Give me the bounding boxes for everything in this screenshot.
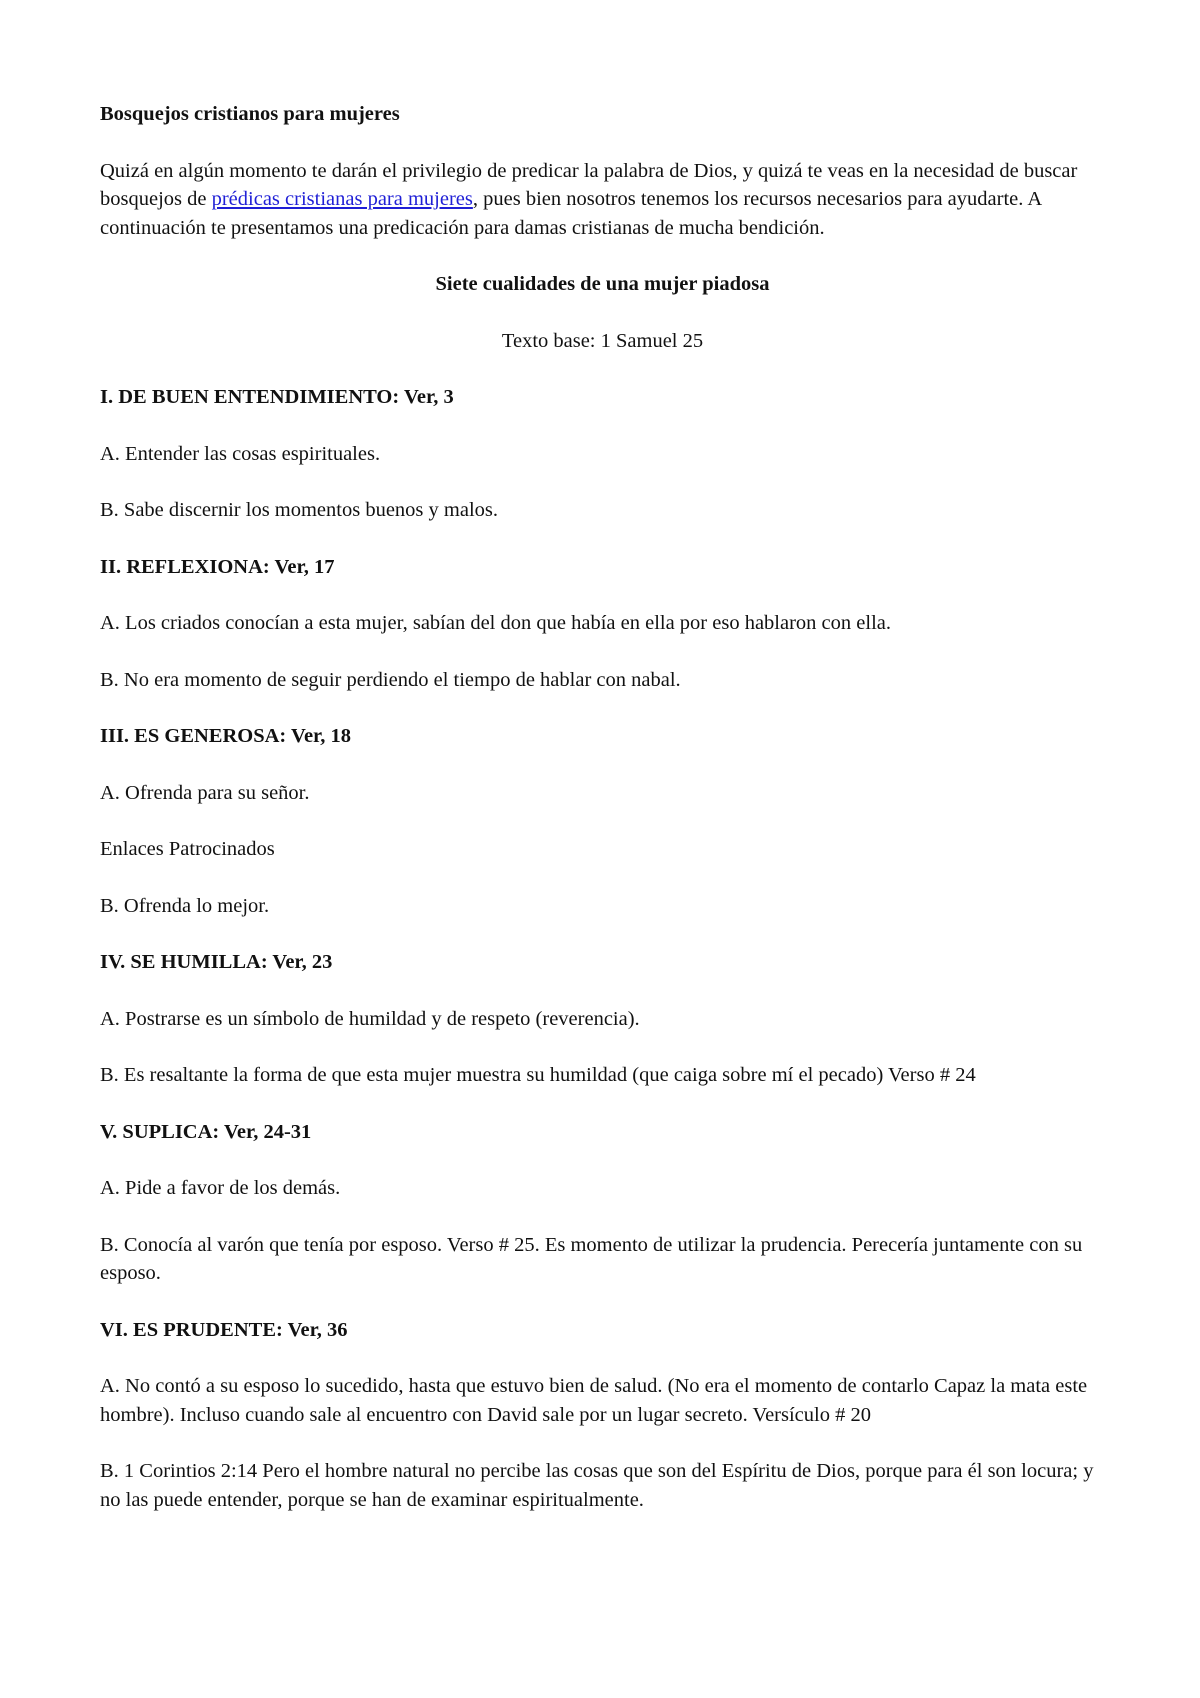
section-heading: IV. SE HUMILLA: Ver, 23 <box>100 951 333 973</box>
section-point: A. Postrarse es un símbolo de humildad y de respeto (reverencia). <box>100 1007 640 1030</box>
section-point: B. Sabe discernir los momentos buenos y malos. <box>100 499 498 521</box>
document-body <box>100 100 1105 1542</box>
section-point: A. No contó a su esposo lo sucedido, hasta que estuvo bien de salud. (No era el momento de contarlo Capaz la mata este hombre). Incluso cuando sale al encuentro con David sale por un lugar secreto. Versículo # 20 <box>100 1375 1088 1426</box>
section-point: B. 1 Corintios 2:14 Pero el hombre natural no percibe las cosas que son del Espíritu de Dios, porque para él son locura; y no las puede entender, porque se han de examinar espiritualmente. <box>100 1460 1094 1511</box>
predicas-link[interactable]: prédicas cristianas para mujeres <box>211 188 473 210</box>
section-point: A. Pide a favor de los demás. <box>100 1177 341 1199</box>
section-heading: I. DE BUEN ENTENDIMIENTO: Ver, 3 <box>100 386 454 408</box>
section-heading: V. SUPLICA: Ver, 24-31 <box>100 1120 312 1143</box>
intro-paragraph <box>100 157 1105 243</box>
section-point: B. No era momento de seguir perdiendo el tiempo de hablar con nabal. <box>100 668 681 691</box>
base-text: Texto base: 1 Samuel 25 <box>501 329 704 352</box>
section-heading: II. REFLEXIONA: Ver, 17 <box>100 555 335 578</box>
sermon-title: Siete cualidades de una mujer piadosa <box>435 273 770 295</box>
intro-text-after-link: , pues bien nosotros tenemos los recursos necesarios para ayudarte. A continuación te presentamos una predicación para damas cristianas de mucha bendición. <box>100 188 1042 239</box>
sponsored-links-label: Enlaces Patrocinados <box>100 838 275 860</box>
section-heading: III. ES GENEROSA: Ver, 18 <box>100 725 352 747</box>
section-point: A. Los criados conocían a esta mujer, sabían del don que había en ella por eso hablaron con ella. <box>100 612 891 634</box>
section-point: B. Es resaltante la forma de que esta mujer muestra su humildad (que caiga sobre mí el pecado) Verso # 24 <box>100 1064 976 1086</box>
intro-text-before-link: Quizá en algún momento te darán el privilegio de predicar la palabra de Dios, y quizá te veas en la necesidad de buscar bosquejos de <box>100 159 1078 210</box>
section-point: A. Entender las cosas espirituales. <box>100 442 381 465</box>
section-heading: VI. ES PRUDENTE: Ver, 36 <box>100 1318 348 1341</box>
section-point: A. Ofrenda para su señor. <box>100 781 310 804</box>
section-point: B. Conocía al varón que tenía por esposo. Verso # 25. Es momento de utilizar la prudencia. Perecería juntamente con su esposo. <box>100 1233 1083 1284</box>
document-title: Bosquejos cristianos para mujeres <box>100 103 400 125</box>
section-point: B. Ofrenda lo mejor. <box>100 894 270 917</box>
